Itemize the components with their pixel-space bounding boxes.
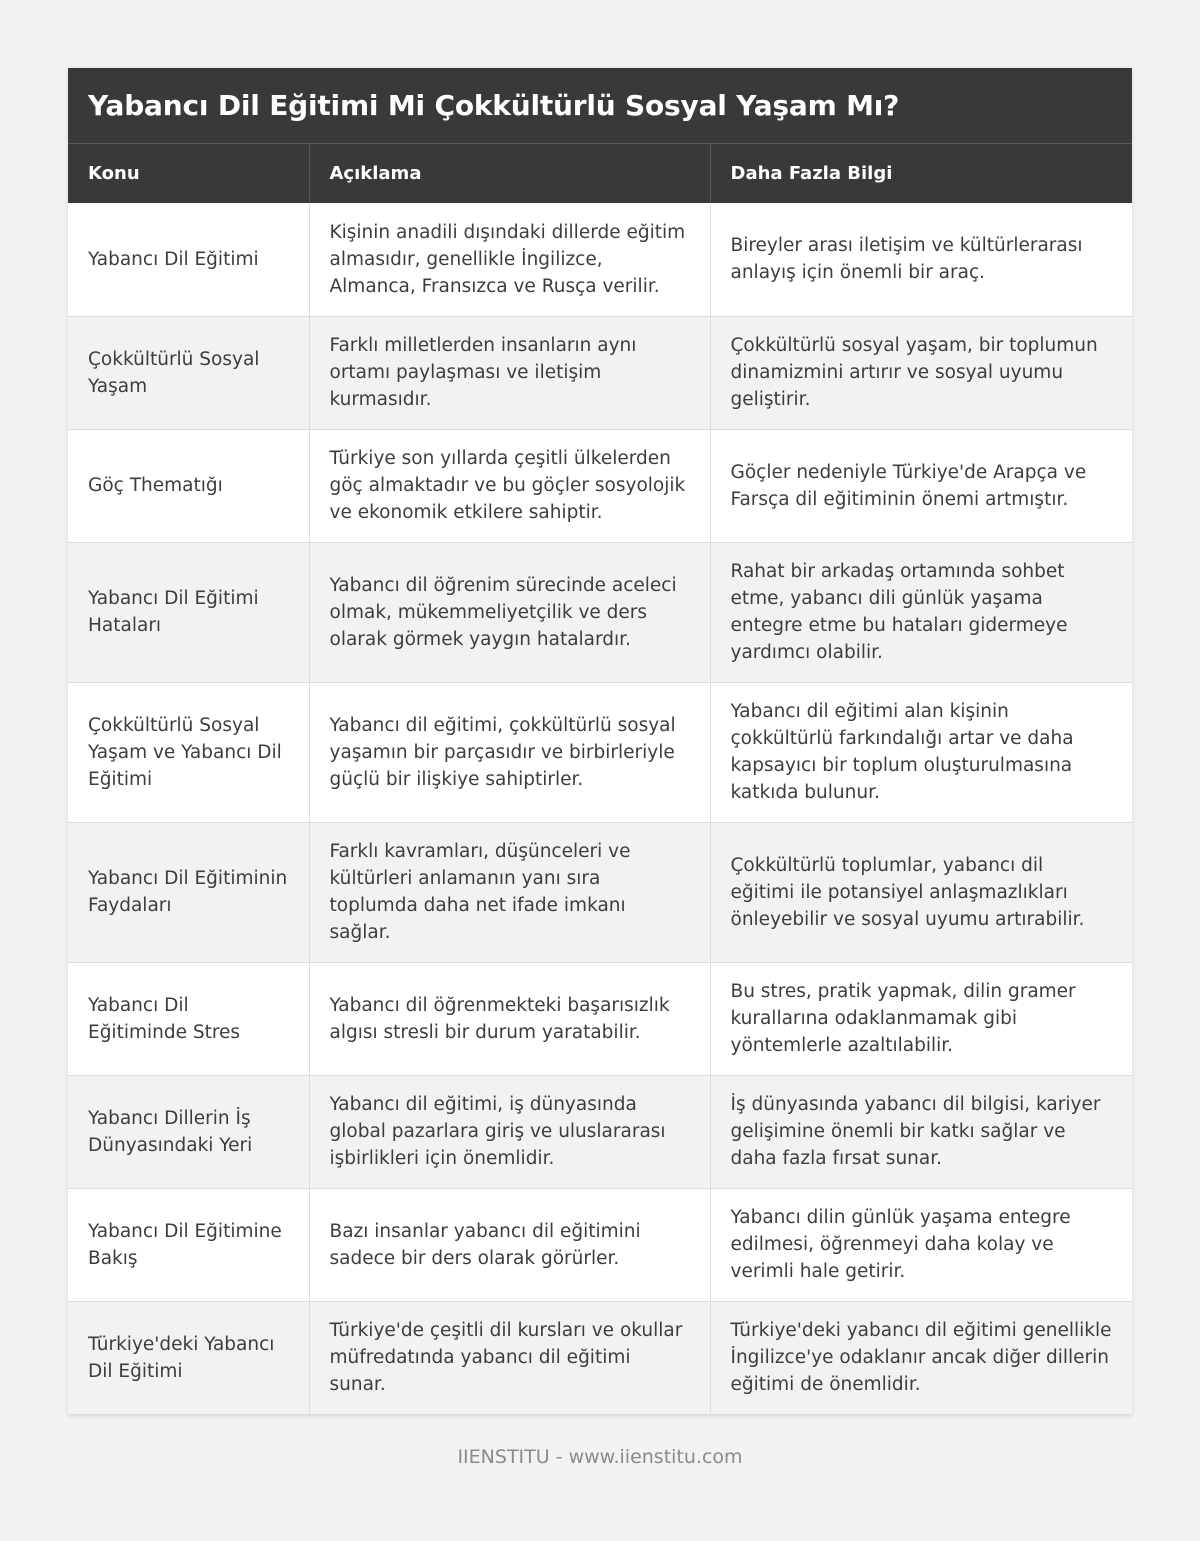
cell-konu: Yabancı Dillerin İş Dünyasındaki Yeri	[68, 1075, 309, 1188]
table-row	[68, 203, 1132, 316]
table-row	[68, 682, 1132, 822]
cell-bilgi: Çokkültürlü sosyal yaşam, bir toplumun dinamizmini artırır ve sosyal uyumu geliştirir.	[710, 316, 1132, 429]
column-header-aciklama: Açıklama	[309, 144, 710, 203]
column-header-konu: Konu	[68, 144, 309, 203]
cell-bilgi: Yabancı dil eğitimi alan kişinin çokkültürlü farkındalığı artar ve daha kapsayıcı bir toplum oluşturulmasına katkıda bulunur.	[710, 682, 1132, 822]
table-row	[68, 316, 1132, 429]
cell-konu: Yabancı Dil Eğitiminin Faydaları	[68, 822, 309, 962]
cell-bilgi: Bireyler arası iletişim ve kültürlerarası anlayış için önemli bir araç.	[710, 203, 1132, 316]
page-title: Yabancı Dil Eğitimi Mi Çokkültürlü Sosyal Yaşam Mı?	[88, 89, 900, 122]
table-header-row	[68, 144, 1132, 203]
cell-konu: Göç Thematığı	[68, 429, 309, 542]
column-header-daha-fazla-bilgi: Daha Fazla Bilgi	[710, 144, 1132, 203]
cell-konu: Çokkültürlü Sosyal Yaşam	[68, 316, 309, 429]
cell-aciklama: Kişinin anadili dışındaki dillerde eğitim almasıdır, genellikle İngilizce, Almanca, Fransızca ve Rusça verilir.	[309, 203, 710, 316]
cell-aciklama: Türkiye'de çeşitli dil kursları ve okullar müfredatında yabancı dil eğitimi sunar.	[309, 1301, 710, 1414]
cell-aciklama: Farklı kavramları, düşünceleri ve kültürleri anlamanın yanı sıra toplumda daha net ifade imkanı sağlar.	[309, 822, 710, 962]
cell-aciklama: Farklı milletlerden insanların aynı ortamı paylaşması ve iletişim kurmasıdır.	[309, 316, 710, 429]
cell-bilgi: Çokkültürlü toplumlar, yabancı dil eğitimi ile potansiyel anlaşmazlıkları önleyebilir ve sosyal uyumu artırabilir.	[710, 822, 1132, 962]
table-row	[68, 542, 1132, 682]
cell-aciklama: Türkiye son yıllarda çeşitli ülkelerden göç almaktadır ve bu göçler sosyolojik ve ekonomik etkilere sahiptir.	[309, 429, 710, 542]
cell-aciklama: Bazı insanlar yabancı dil eğitimini sadece bir ders olarak görürler.	[309, 1188, 710, 1301]
table-row	[68, 1301, 1132, 1414]
cell-bilgi: İş dünyasında yabancı dil bilgisi, kariyer gelişimine önemli bir katkı sağlar ve daha fazla fırsat sunar.	[710, 1075, 1132, 1188]
cell-aciklama: Yabancı dil öğrenim sürecinde aceleci olmak, mükemmeliyetçilik ve ders olarak görmek yaygın hatalardır.	[309, 542, 710, 682]
cell-bilgi: Yabancı dilin günlük yaşama entegre edilmesi, öğrenmeyi daha kolay ve verimli hale getirir.	[710, 1188, 1132, 1301]
info-table	[68, 144, 1132, 1415]
cell-konu: Yabancı Dil Eğitimine Bakış	[68, 1188, 309, 1301]
cell-bilgi: Göçler nedeniyle Türkiye'de Arapça ve Farsça dil eğitiminin önemi artmıştır.	[710, 429, 1132, 542]
cell-aciklama: Yabancı dil öğrenmekteki başarısızlık algısı stresli bir durum yaratabilir.	[309, 962, 710, 1075]
table-row	[68, 962, 1132, 1075]
table-row	[68, 1188, 1132, 1301]
cell-bilgi: Rahat bir arkadaş ortamında sohbet etme, yabancı dili günlük yaşama entegre etme bu hataları gidermeye yardımcı olabilir.	[710, 542, 1132, 682]
table-card	[68, 68, 1132, 1415]
title-bar	[68, 68, 1132, 144]
cell-bilgi: Bu stres, pratik yapmak, dilin gramer kurallarına odaklanmamak gibi yöntemlerle azaltılabilir.	[710, 962, 1132, 1075]
table-row	[68, 1075, 1132, 1188]
cell-aciklama: Yabancı dil eğitimi, iş dünyasında global pazarlara giriş ve uluslararası işbirlikleri için önemlidir.	[309, 1075, 710, 1188]
cell-aciklama: Yabancı dil eğitimi, çokkültürlü sosyal yaşamın bir parçasıdır ve birbirleriyle güçlü bir ilişkiye sahiptirler.	[309, 682, 710, 822]
table-row	[68, 822, 1132, 962]
cell-konu: Yabancı Dil Eğitiminde Stres	[68, 962, 309, 1075]
footer-credit: IIENSTITU - www.iienstitu.com	[457, 1446, 743, 1468]
cell-konu: Türkiye'deki Yabancı Dil Eğitimi	[68, 1301, 309, 1414]
cell-konu: Yabancı Dil Eğitimi	[68, 203, 309, 316]
cell-konu: Yabancı Dil Eğitimi Hataları	[68, 542, 309, 682]
table-row	[68, 429, 1132, 542]
cell-konu: Çokkültürlü Sosyal Yaşam ve Yabancı Dil Eğitimi	[68, 682, 309, 822]
cell-bilgi: Türkiye'deki yabancı dil eğitimi genellikle İngilizce'ye odaklanır ancak diğer dillerin eğitimi de önemlidir.	[710, 1301, 1132, 1414]
